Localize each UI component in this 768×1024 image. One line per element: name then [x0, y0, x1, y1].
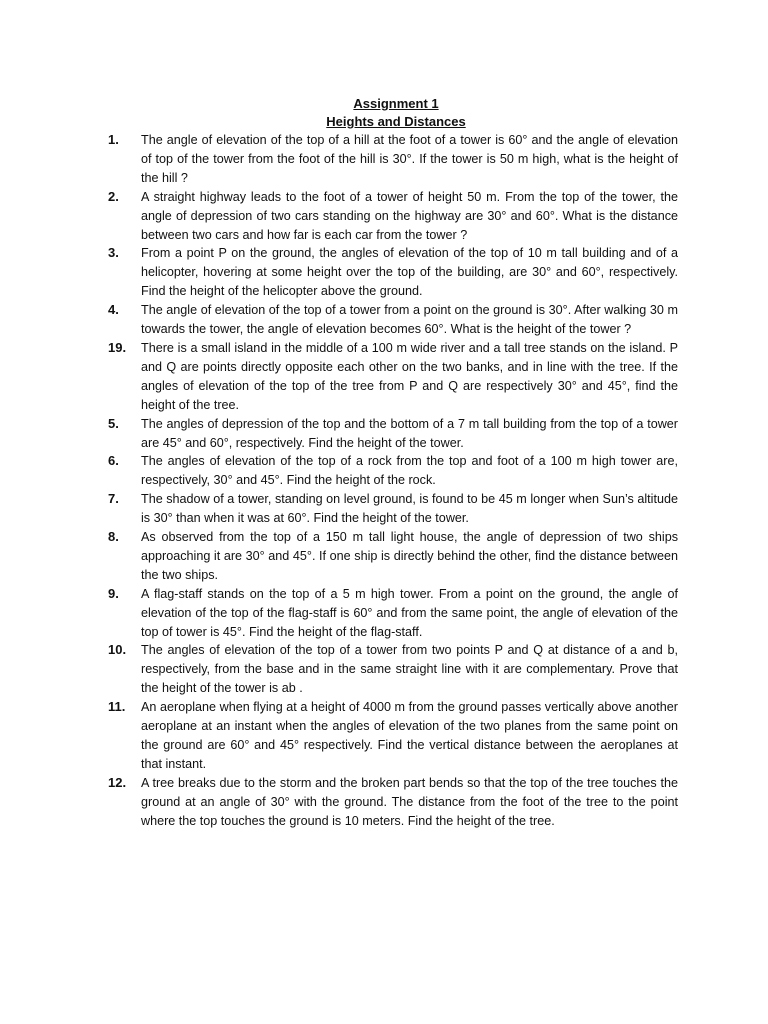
question-item	[108, 698, 678, 774]
question-text: A straight highway leads to the foot of a tower of height 50 m. From the top of the tower, the angle of depression of two cars standing on the highway are 30° and 60°. What is the distance between two cars and how far is each car from the tower ?	[141, 189, 678, 242]
question-number: 19.	[108, 339, 127, 355]
question-item	[108, 244, 678, 301]
question-text: The angles of elevation of the top of a tower from two points P and Q at distance of a and b, respectively, from the base and in the same straight line with it are complementary. Prove that the height of the tower is ab .	[141, 643, 678, 696]
question-number: 6.	[108, 453, 119, 469]
question-number: 5.	[108, 415, 119, 431]
question-item	[108, 415, 678, 453]
question-text: An aeroplane when flying at a height of 4000 m from the ground passes vertically above another aeroplane at an instant when the angles of elevation of the two planes from the same point on the ground are 60° and 45° respectively. Find the vertical distance between the aeroplanes at that instant.	[141, 700, 678, 771]
question-text: A flag-staff stands on the top of a 5 m high tower. From a point on the ground, the angle of elevation of the top of the flag-staff is 60° and from the same point, the angle of elevation of the top of tower is 45°. Find the height of the flag-staff.	[141, 586, 678, 639]
question-item	[108, 528, 678, 585]
question-item	[108, 131, 678, 188]
question-number: 10.	[108, 642, 127, 658]
question-item	[108, 452, 678, 490]
question-item	[108, 774, 678, 831]
question-item	[108, 490, 678, 528]
question-number: 7.	[108, 491, 119, 507]
question-text: From a point P on the ground, the angles of elevation of the top of 10 m tall building and of a helicopter, hovering at some height over the top of the building, are 30° and 60°, respectively. Find the height of the helicopter above the ground.	[141, 246, 678, 299]
question-text: The angles of elevation of the top of a rock from the top and foot of a 100 m high tower are, respectively, 30° and 45°. Find the height of the rock.	[141, 454, 678, 488]
question-item	[108, 188, 678, 245]
question-number: 11.	[108, 699, 126, 715]
question-text: As observed from the top of a 150 m tall light house, the angle of depression of two ships approaching it are 30° and 45°. If one ship is directly behind the other, find the distance between the two ships.	[141, 530, 678, 582]
question-number: 1.	[108, 132, 119, 147]
question-number: 9.	[108, 585, 119, 601]
question-number: 3.	[108, 245, 119, 261]
question-list	[108, 131, 678, 831]
question-text: The angle of elevation of the top of a hill at the foot of a tower is 60° and the angle of elevation of top of the tower from the foot of the hill is 30°. If the tower is 50 m high, what is the height of the hill ?	[141, 133, 678, 185]
question-text: The angles of depression of the top and the bottom of a 7 m tall building from the top of a tower are 45° and 60°, respectively. Find the height of the tower.	[141, 416, 678, 450]
question-text: The shadow of a tower, standing on level ground, is found to be 45 m longer when Sun’s altitude is 30° than when it was at 60°. Find the height of the tower.	[141, 492, 678, 526]
question-text: A tree breaks due to the storm and the broken part bends so that the top of the tree touches the ground at an angle of 30° with the ground. The distance from the foot of the tree to the point where the top touches the ground is 10 meters. Find the height of the tree.	[141, 775, 678, 828]
question-item	[108, 641, 678, 698]
question-text: There is a small island in the middle of a 100 m wide river and a tall tree stands on the island. P and Q are points directly opposite each other on the two banks, and in line with the tree. If the angles of elevation of the top of the tree from P and Q are respectively 30° and 45°, find the height of the tree.	[141, 340, 678, 412]
document-title: Assignment 1	[353, 96, 439, 111]
question-text: The angle of elevation of the top of a tower from a point on the ground is 30°. After walking 30 m towards the tower, the angle of elevation becomes 60°. What is the height of the tower ?	[141, 303, 678, 337]
question-number: 2.	[108, 188, 119, 204]
question-item	[108, 301, 678, 339]
document-subtitle: Heights and Distances	[326, 114, 466, 129]
question-number: 8.	[108, 529, 119, 545]
question-number: 12.	[108, 774, 127, 790]
question-item	[108, 339, 678, 415]
question-number: 4.	[108, 302, 119, 318]
question-item	[108, 585, 678, 642]
